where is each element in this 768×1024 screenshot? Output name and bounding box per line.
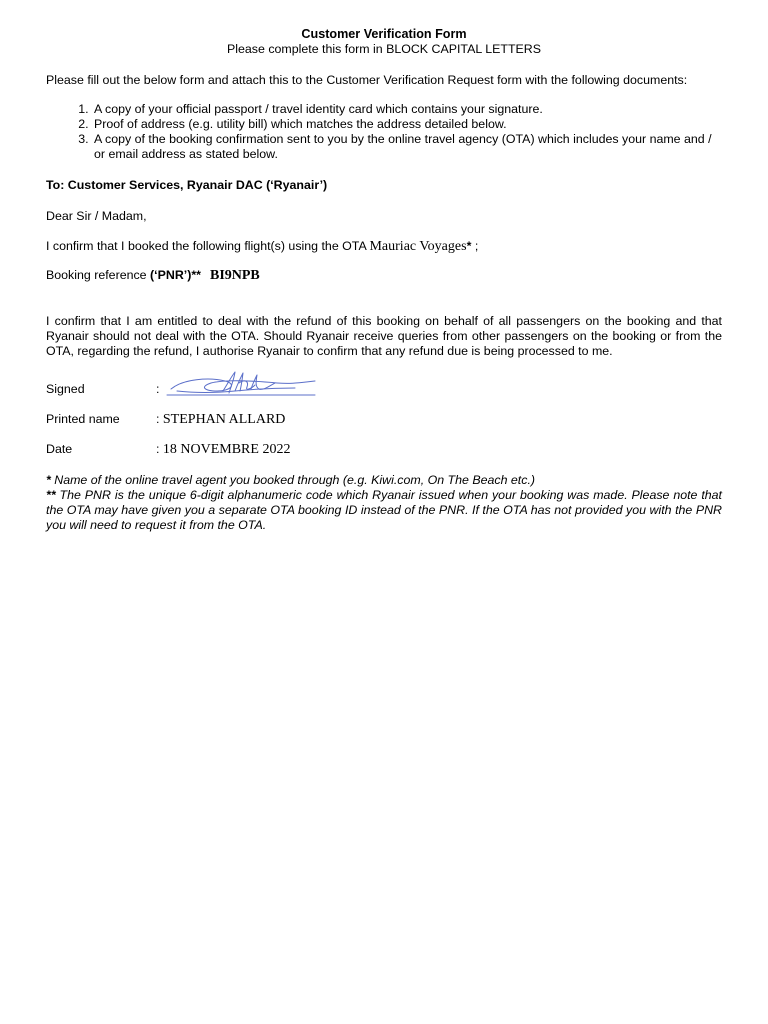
field-separator: : [156, 382, 160, 396]
footnote-text: The PNR is the unique 6-digit alphanumeric code which Ryanair issued when your booking was made. Please note that the OTA may have given you a separate OTA booking ID instead of the PNR. If the OTA has not provided you with the PNR you will need to request it from the OTA. [46, 488, 722, 532]
ota-confirmation-suffix: ; [471, 239, 479, 253]
date-label: Date [46, 442, 73, 456]
form-header [46, 27, 722, 57]
footnote-marker: ** [46, 488, 56, 502]
ota-name-value: Mauriac Voyages [369, 239, 467, 254]
verification-form-page [46, 27, 722, 533]
refund-authorisation-paragraph: I confirm that I am entitled to deal with the refund of this booking on behalf of all passengers on the booking and that Ryanair should not deal with the OTA. Should Ryanair receive queries from other passengers on the booking or from the OTA, regarding the refund, I authorise Ryanair to confirm that any refund due is being processed to me. [46, 314, 722, 358]
signed-label: Signed [46, 382, 85, 396]
intro-paragraph: Please fill out the below form and attach this to the Customer Verification Request form with the following documents: [46, 73, 688, 87]
pnr-label: (‘PNR’)** [150, 268, 201, 282]
date-row [46, 427, 722, 457]
list-item: 2. Proof of address (e.g. utility bill) which matches the address detailed below. [92, 117, 722, 132]
field-separator: : [156, 412, 163, 426]
printed-name-label: Printed name [46, 412, 120, 426]
booking-reference-line [46, 268, 722, 283]
footnote-ota [46, 473, 722, 488]
booking-reference-label: Booking reference [46, 268, 147, 282]
footnote-pnr [46, 488, 722, 533]
date-value [156, 442, 722, 457]
date-text: 18 NOVEMBRE 2022 [162, 442, 291, 457]
list-item: 3. A copy of the booking confirmation sent to you by the online travel agency (OTA) which includes your name and / or email address as stated below. [92, 132, 722, 162]
signed-value [156, 369, 722, 397]
form-title: Customer Verification Form [301, 27, 467, 41]
salutation: Dear Sir / Madam, [46, 209, 147, 223]
printed-name-row [46, 397, 722, 427]
form-subtitle: Please complete this form in BLOCK CAPITAL LETTERS [226, 42, 541, 56]
addressee-line: To: Customer Services, Ryanair DAC (‘Ryanair’) [46, 178, 328, 192]
signature-image [165, 369, 325, 397]
footnote-marker: * [46, 473, 51, 487]
field-separator: : [156, 442, 163, 456]
ota-confirmation-text: I confirm that I booked the following flight(s) using the OTA [46, 239, 367, 253]
footnote-text: Name of the online travel agent you booked through (e.g. Kiwi.com, On The Beach etc.) [50, 473, 536, 487]
required-documents-list [46, 102, 722, 162]
footnotes [46, 473, 722, 533]
list-item: 1. A copy of your official passport / travel identity card which contains your signature. [92, 102, 722, 117]
printed-name-value [156, 412, 722, 427]
footnote-marker: * [466, 239, 472, 253]
printed-name-text: STEPHAN ALLARD [162, 412, 286, 427]
signed-row [46, 367, 722, 397]
pnr-value: BI9NPB [209, 268, 260, 283]
ota-confirmation-line [46, 239, 722, 254]
